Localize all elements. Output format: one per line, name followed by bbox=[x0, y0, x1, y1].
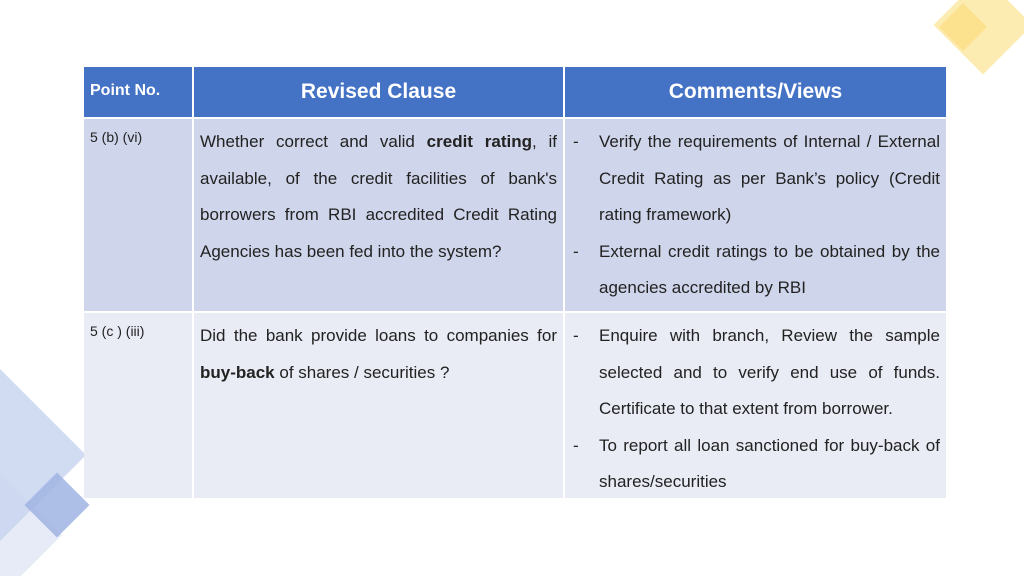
bullet-dash: - bbox=[573, 241, 579, 261]
row1-comment-item bbox=[571, 234, 940, 307]
row1-comment-item bbox=[571, 124, 940, 234]
audit-clause-table bbox=[84, 67, 948, 500]
row1-clause-pre: Whether correct and valid bbox=[200, 132, 427, 151]
header-comments-views: Comments/Views bbox=[565, 67, 948, 119]
row1-clause-post: , if available, of the credit facilities of bank's borrowers from RBI accredited Credit Rating Agencies has been fed into the system? bbox=[200, 132, 557, 261]
row2-clause-post: of shares / securities ? bbox=[274, 362, 450, 382]
decorative-diamond-yellow-large bbox=[934, 0, 1024, 74]
row2-clause-pre: Did the bank provide loans to companies for bbox=[200, 326, 557, 345]
bullet-dash: - bbox=[573, 326, 579, 345]
bullet-dash: - bbox=[573, 435, 579, 455]
row2-comment-text: Enquire with branch, Review the sample selected and to verify end use of funds. Certificate to that extent from borrower. bbox=[599, 326, 940, 419]
header-revised-clause: Revised Clause bbox=[194, 67, 565, 119]
row2-point-no: 5 (c ) (iii) bbox=[84, 313, 194, 500]
row1-comment-text: Verify the requirements of Internal / External Credit Rating as per Bank’s policy (Credit rating framework) bbox=[599, 132, 940, 225]
header-point-no: Point No. bbox=[84, 67, 194, 119]
row2-revised-clause bbox=[194, 313, 565, 500]
row2-comment-item bbox=[571, 428, 940, 501]
row1-point-no: 5 (b) (vi) bbox=[84, 119, 194, 313]
row1-comment-text: External credit ratings to be obtained by the agencies accredited by RBI bbox=[599, 241, 940, 298]
row2-comments bbox=[565, 313, 948, 500]
row2-clause-bold: buy-back bbox=[200, 362, 275, 382]
row1-comments bbox=[565, 119, 948, 313]
row2-comment-text: To report all loan sanctioned for buy-back of shares/securities bbox=[599, 435, 940, 492]
row2-comment-item bbox=[571, 318, 940, 428]
row1-revised-clause bbox=[194, 119, 565, 313]
row1-clause-bold: credit rating bbox=[426, 132, 532, 151]
bullet-dash: - bbox=[573, 132, 579, 151]
